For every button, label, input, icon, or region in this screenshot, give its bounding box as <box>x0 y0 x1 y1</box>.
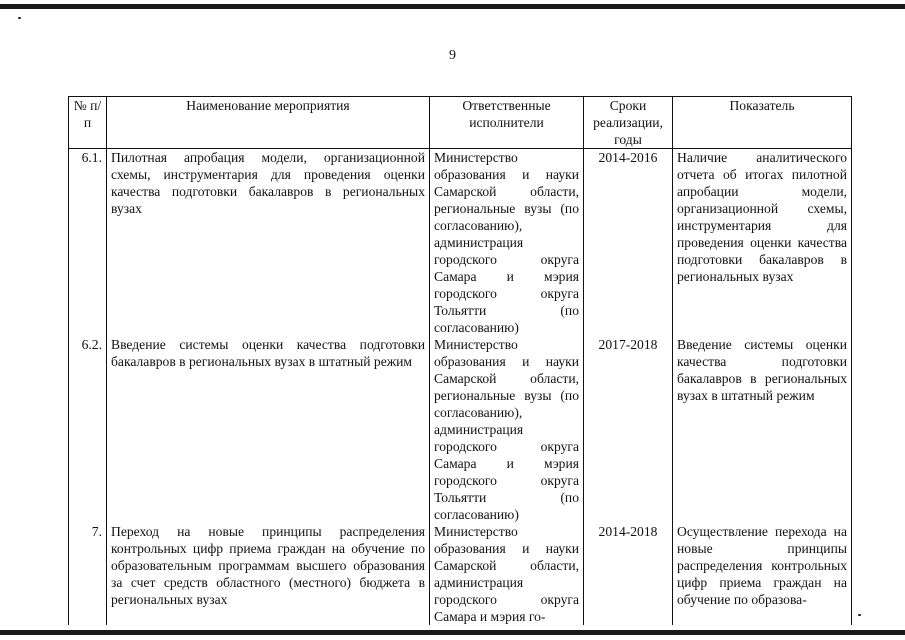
header-terms: Сроки реализации, годы <box>584 97 673 149</box>
row-name: Введение системы оценки качества подготовки бакалавров в региональных вузах в штатный режим <box>107 336 430 523</box>
scan-edge-bottom <box>0 630 905 635</box>
header-indicator: Показатель <box>673 97 852 149</box>
row-num: 6.1. <box>69 149 107 337</box>
row-indicator: Осуществление перехода на новые принципы распределения контрольных цифр приема граждан на обучение по образова- <box>673 523 852 625</box>
scan-edge-top <box>0 4 905 9</box>
header-num: № п/п <box>69 97 107 149</box>
row-responsible: Министерство образования и науки Самарской области, региональные вузы (по согласованию), администрация городского округа Самара и мэрия городского округа Тольятти (по согласованию) <box>430 149 584 337</box>
page-number: 9 <box>449 48 456 63</box>
row-indicator: Наличие аналитического отчета об итогах пилотной апробации модели, организационной схемы, инструментария для проведения оценки качества подготовки бакалавров в региональных вузах <box>673 149 852 337</box>
row-name: Переход на новые принципы распределения контрольных цифр приема граждан на обучение по образовательным программам высшего образования за счет средств областного (местного) бюджета в региональных вузах <box>107 523 430 625</box>
table-row <box>69 149 852 337</box>
table-row <box>69 336 852 523</box>
row-responsible: Министерство образования и науки Самарской области, региональные вузы (по согласованию), администрация городского округа Самара и мэрия городского округа Тольятти (по согласованию) <box>430 336 584 523</box>
header-responsible: Ответственные исполнители <box>430 97 584 149</box>
scan-speck <box>858 614 861 616</box>
activity-table <box>68 96 852 625</box>
table-header-row <box>69 97 852 149</box>
row-name: Пилотная апробация модели, организационной схемы, инструментария для проведения оценки качества подготовки бакалавров в региональных вузах <box>107 149 430 337</box>
row-num: 6.2. <box>69 336 107 523</box>
header-name: Наименование мероприятия <box>107 97 430 149</box>
row-responsible: Министерство образования и науки Самарской области, администрация городского округа Самара и мэрия го- <box>430 523 584 625</box>
row-num: 7. <box>69 523 107 625</box>
table-row <box>69 523 852 625</box>
row-terms: 2017-2018 <box>584 336 673 523</box>
row-terms: 2014-2016 <box>584 149 673 337</box>
scan-speck <box>18 17 21 19</box>
row-indicator: Введение системы оценки качества подготовки бакалавров в региональных вузах в штатный режим <box>673 336 852 523</box>
row-terms: 2014-2018 <box>584 523 673 625</box>
